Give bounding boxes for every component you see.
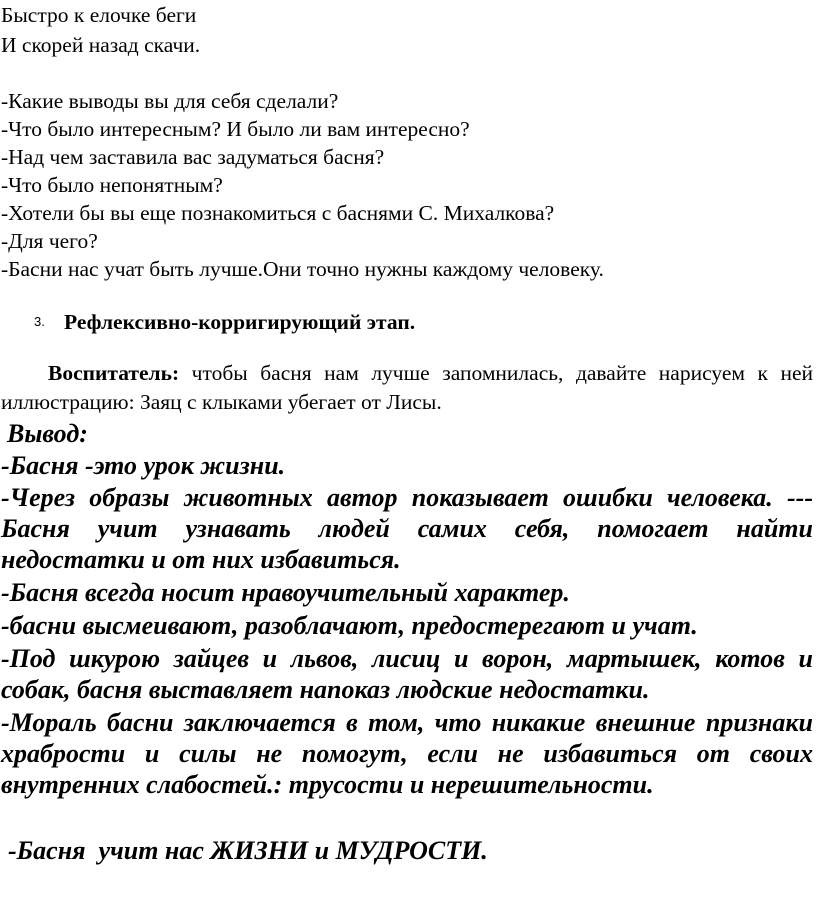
question-line: -Что было интересным? И было ли вам интересно? — [1, 117, 470, 141]
conclusion-title: Вывод: — [7, 419, 88, 448]
educator-text: чтобы басня нам лучше запомнилась, давайте нарисуем к ней иллюстрацию: Заяц с клыками убегает от Лисы. — [1, 361, 813, 414]
question-line: -Какие выводы вы для себя сделали? — [1, 89, 339, 113]
educator-paragraph — [1, 359, 813, 417]
question-line: -Хотели бы вы еще познакомиться с баснями С. Михалкова? — [1, 201, 555, 225]
stage-title: Рефлексивно-корригирующий этап. — [64, 310, 416, 334]
conclusion-point: -Мораль басни заключается в том, что никакие внешние признаки храбрости и силы не помогут, если не избавиться от своих внутренних слабостей.: трусости и нерешительности. — [1, 708, 813, 799]
conclusion-point: -басни высмеивают, разоблачают, предостерегают и учат. — [1, 611, 698, 640]
question-line: -Басни нас учат быть лучше.Они точно нужны каждому человеку. — [1, 257, 604, 281]
question-line: -Над чем заставила вас задуматься басня? — [1, 145, 385, 169]
conclusion-point: -Басня всегда носит нравоучительный характер. — [1, 578, 570, 607]
conclusion-point: -Через образы животных автор показывает ошибки человека. ---Басня учит узнавать людей самих себя, помогает найти недостатки и от них избавиться. — [1, 483, 813, 574]
conclusion-point: -Басня -это урок жизни. — [1, 451, 286, 480]
question-line: -Для чего? — [1, 229, 98, 253]
poem-line: И скорей назад скачи. — [1, 33, 201, 57]
question-line: -Что было непонятным? — [1, 173, 223, 197]
educator-label: Воспитатель: — [48, 361, 180, 385]
final-statement: -Басня учит нас ЖИЗНИ и МУДРОСТИ. — [8, 836, 488, 865]
conclusion-point: -Под шкурою зайцев и львов, лисиц и ворон, мартышек, котов и собак, басня выставляет напоказ людские недостатки. — [1, 644, 813, 704]
stage-number: 3. — [34, 314, 45, 329]
poem-line: Быстро к елочке беги — [1, 3, 197, 27]
